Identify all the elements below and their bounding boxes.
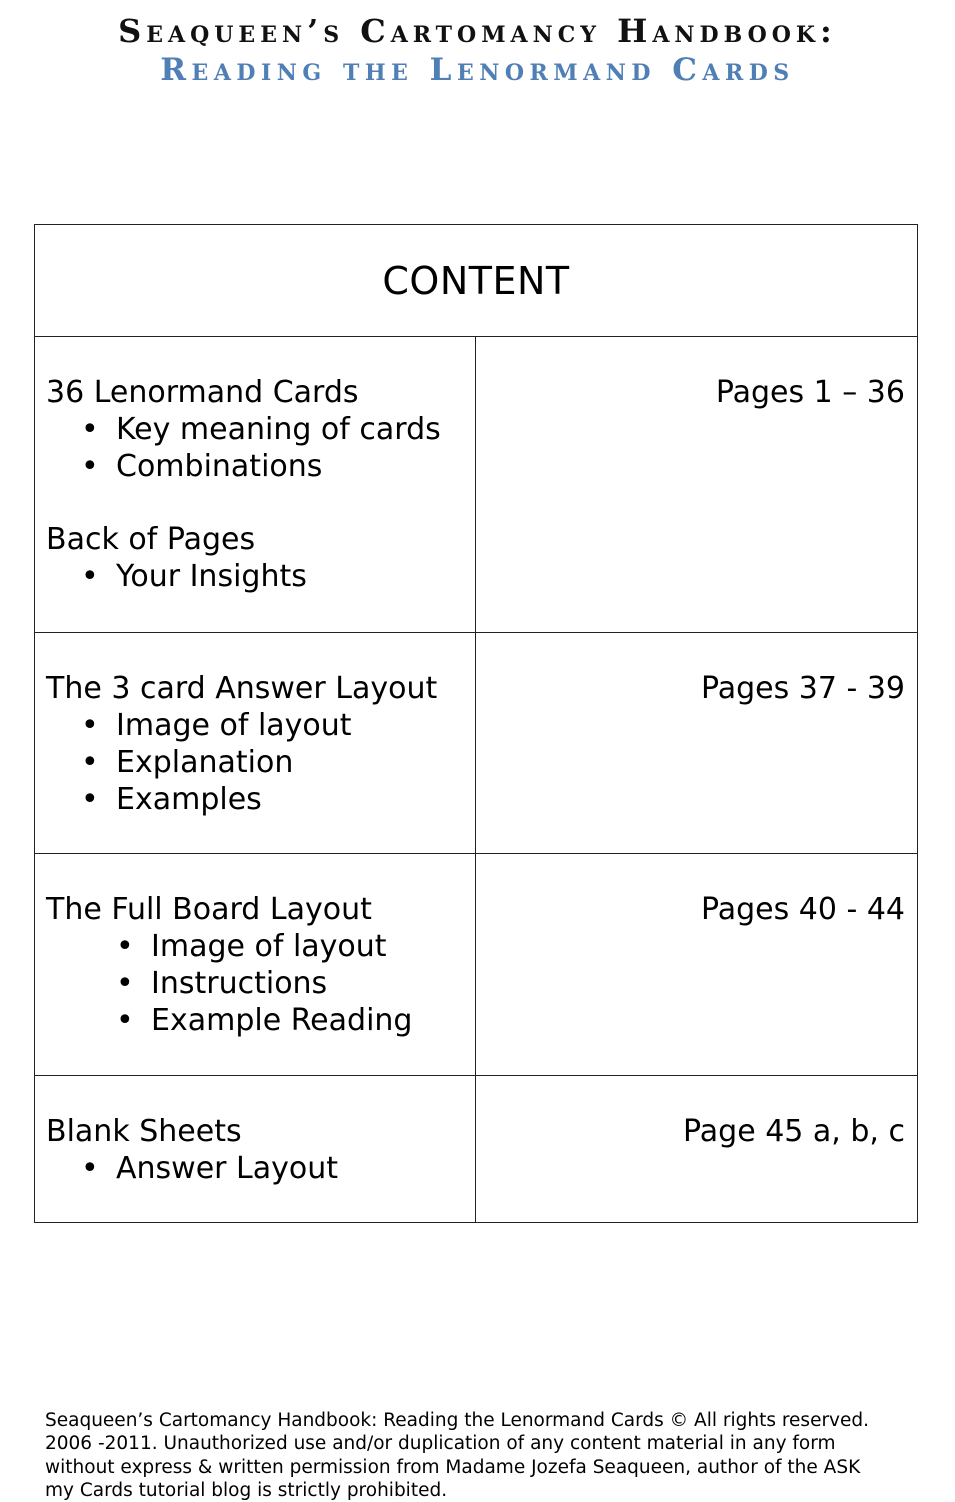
copyright-line: Seaqueen’s Cartomancy Handbook: Reading the Lenormand Cards © All rights reserved. [45,1410,870,1431]
list-item-label: Key meaning of cards [116,412,441,447]
section-item-list [81,411,441,485]
page-range: Pages 37 - 39 [700,671,905,706]
list-item [81,558,307,595]
list-item-label: Example Reading [151,1003,413,1038]
bullet: • [81,745,99,780]
section-cell [35,633,476,853]
list-item-label: Combinations [116,449,323,484]
bullet: • [116,929,134,964]
section-item-list [81,558,307,595]
bullet: • [81,782,99,817]
list-item-label: Instructions [151,966,328,1001]
page-range: Pages 40 - 44 [700,892,905,927]
list-item-label: Image of layout [116,708,352,743]
copyright-line: 2006 -2011. Unauthorized use and/or duplication of any content material in any form [45,1433,836,1455]
contents-heading: CONTENT [382,259,570,303]
list-item-label: Examples [116,782,262,817]
page-range-cell [476,1076,917,1222]
section-title: The 3 card Answer Layout [46,671,438,706]
list-item-label: Answer Layout [116,1151,339,1186]
list-item [116,928,412,965]
list-item-label: Explanation [116,745,294,780]
section-cell [35,854,476,1075]
section-item-list [81,707,352,818]
page-subtitle: Reading the Lenormand Cards [160,52,795,88]
list-item [81,707,352,744]
list-item [81,744,352,781]
contents-row [35,337,917,633]
list-item-label: Your Insights [116,559,307,594]
bullet: • [116,966,134,1001]
section-cell [35,337,476,632]
copyright-line: my Cards tutorial blog is strictly prohibited. [45,1479,448,1501]
list-item [81,448,441,485]
list-item [116,965,412,1002]
page-range-cell [476,633,917,853]
section-cell [35,1076,476,1222]
section-item-list [116,928,412,1039]
page-range: Page 45 a, b, c [683,1114,905,1149]
contents-heading-cell [35,225,917,337]
contents-row [35,1076,917,1222]
bullet: • [81,449,99,484]
section-item-list [81,1150,338,1187]
list-item [116,1002,412,1039]
contents-row [35,633,917,854]
page-title: Seaqueen’s Cartomancy Handbook: [118,12,837,50]
page-range-cell [476,337,917,632]
copyright-notice [45,1409,925,1502]
section-title: Blank Sheets [46,1114,242,1149]
list-item [81,1150,338,1187]
section-title: The Full Board Layout [46,892,372,927]
bullet: • [81,708,99,743]
contents-row [35,854,917,1076]
page-range: Pages 1 – 36 [715,375,905,410]
bullet: • [81,559,99,594]
bullet: • [81,1151,99,1186]
contents-table [34,224,918,1223]
list-item [81,411,441,448]
page-range-cell [476,854,917,1075]
section-title: Back of Pages [46,522,256,557]
list-item [81,781,352,818]
section-title: 36 Lenormand Cards [46,375,359,410]
list-item-label: Image of layout [151,929,387,964]
bullet: • [116,1003,134,1038]
bullet: • [81,412,99,447]
copyright-line: without express & written permission from Madame Jozefa Seaqueen, author of the ASK [45,1456,861,1478]
